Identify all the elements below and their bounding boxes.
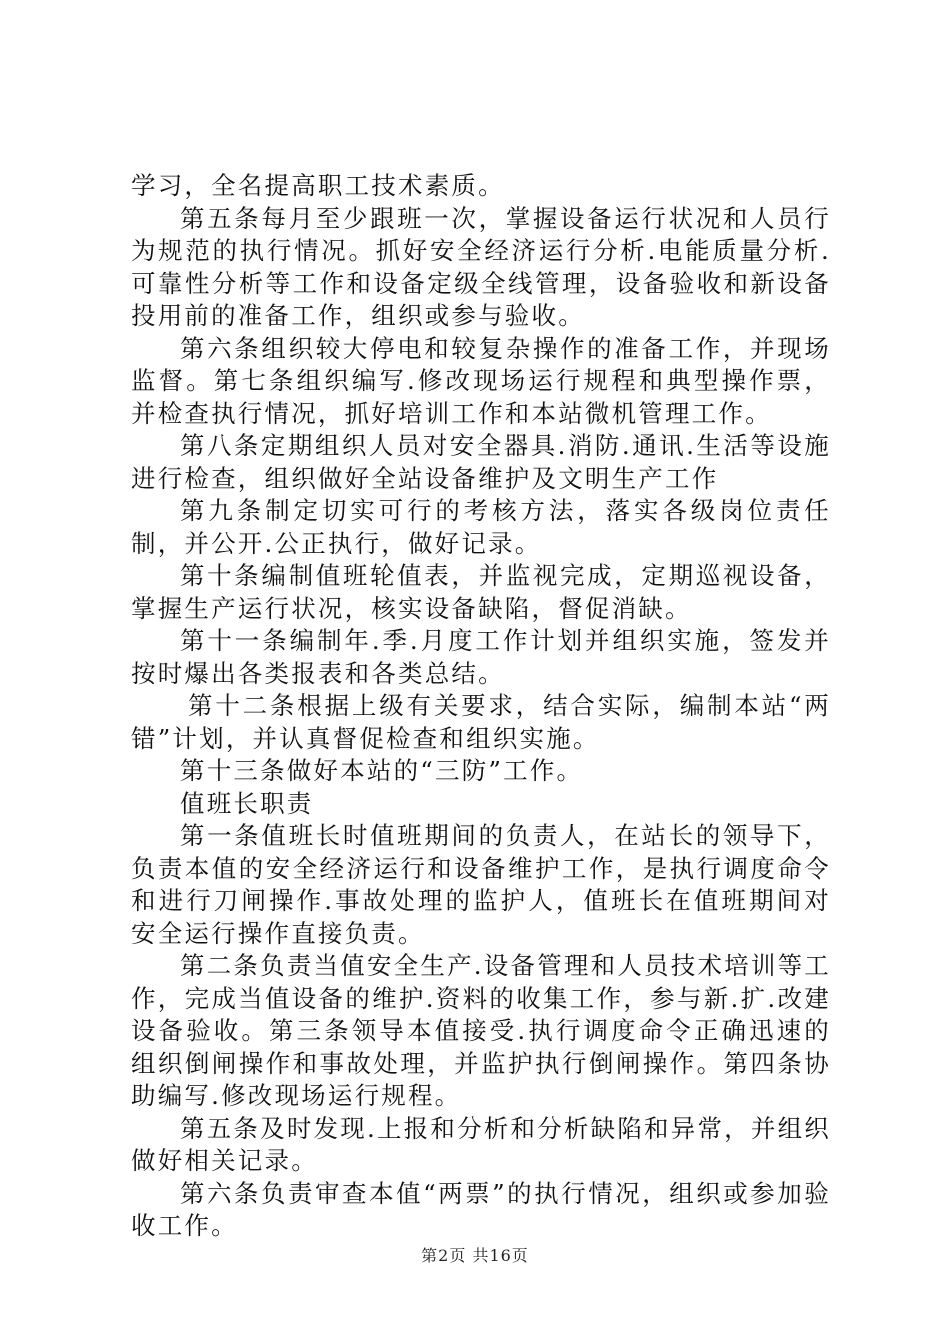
paragraph-article-10: 第十条编制值班轮值表，并监视完成，定期巡视设备，掌握生产运行状况，核实设备缺陷，督促消缺。: [131, 561, 831, 623]
paragraph-continuation: 学习，全名提高职工技术素质。: [131, 171, 505, 200]
page-number-footer: 第2页 共16页: [421, 1246, 529, 1265]
paragraph-shift-article-5: 第五条及时发现.上报和分析和分析缺陷和异常，并组织做好相关记录。: [131, 1113, 831, 1175]
paragraph-article-6-7: 第六条组织较大停电和较复杂操作的准备工作，并现场监督。第七条组织编写.修改现场运行规程和典型操作票，并检查执行情况，抓好培训工作和本站微机管理工作。: [131, 333, 831, 428]
paragraph-article-8: 第八条定期组织人员对安全器具.消防.通讯.生活等设施进行检查，组织做好全站设备维护及文明生产工作: [131, 431, 831, 493]
section-heading-shift-leader-duties: 值班长职责: [180, 788, 314, 818]
paragraph-shift-article-6: 第六条负责审查本值“两票”的执行情况，组织或参加验收工作。: [131, 1178, 831, 1240]
paragraph-article-13: 第十三条做好本站的“三防”工作。: [180, 756, 584, 785]
paragraph-shift-article-1: 第一条值班长时值班期间的负责人，在站长的领导下，负责本值的安全经济运行和设备维护工作，是执行调度命令和进行刀闸操作.事故处理的监护人，值班长在值班期间对安全运行操作直接负责。: [131, 821, 831, 948]
paragraph-shift-article-2-4: 第二条负责当值安全生产.设备管理和人员技术培训等工作，完成当值设备的维护.资料的收集工作，参与新.扩.改建设备验收。第三条领导本值接受.执行调度命令正确迅速的组织倒闸操作和事故处理，并监护执行倒闸操作。第四条协助编写.修改现场运行规程。: [131, 951, 831, 1110]
paragraph-article-11: 第十一条编制年.季.月度工作计划并组织实施，签发并按时爆出各类报表和各类总结。: [131, 626, 831, 688]
paragraph-article-9: 第九条制定切实可行的考核方法，落实各级岗位责任制，并公开.公正执行，做好记录。: [131, 496, 831, 558]
document-body: [131, 170, 831, 1243]
paragraph-article-12: 第十二条根据上级有关要求，结合实际，编制本站“两错”计划，并认真督促检查和组织实施。: [131, 691, 831, 753]
paragraph-article-5: 第五条每月至少跟班一次，掌握设备运行状况和人员行为规范的执行情况。抓好安全经济运行分析.电能质量分析.可靠性分析等工作和设备定级全线管理，设备验收和新设备投用前的准备工作，组织或参与验收。: [131, 203, 831, 330]
